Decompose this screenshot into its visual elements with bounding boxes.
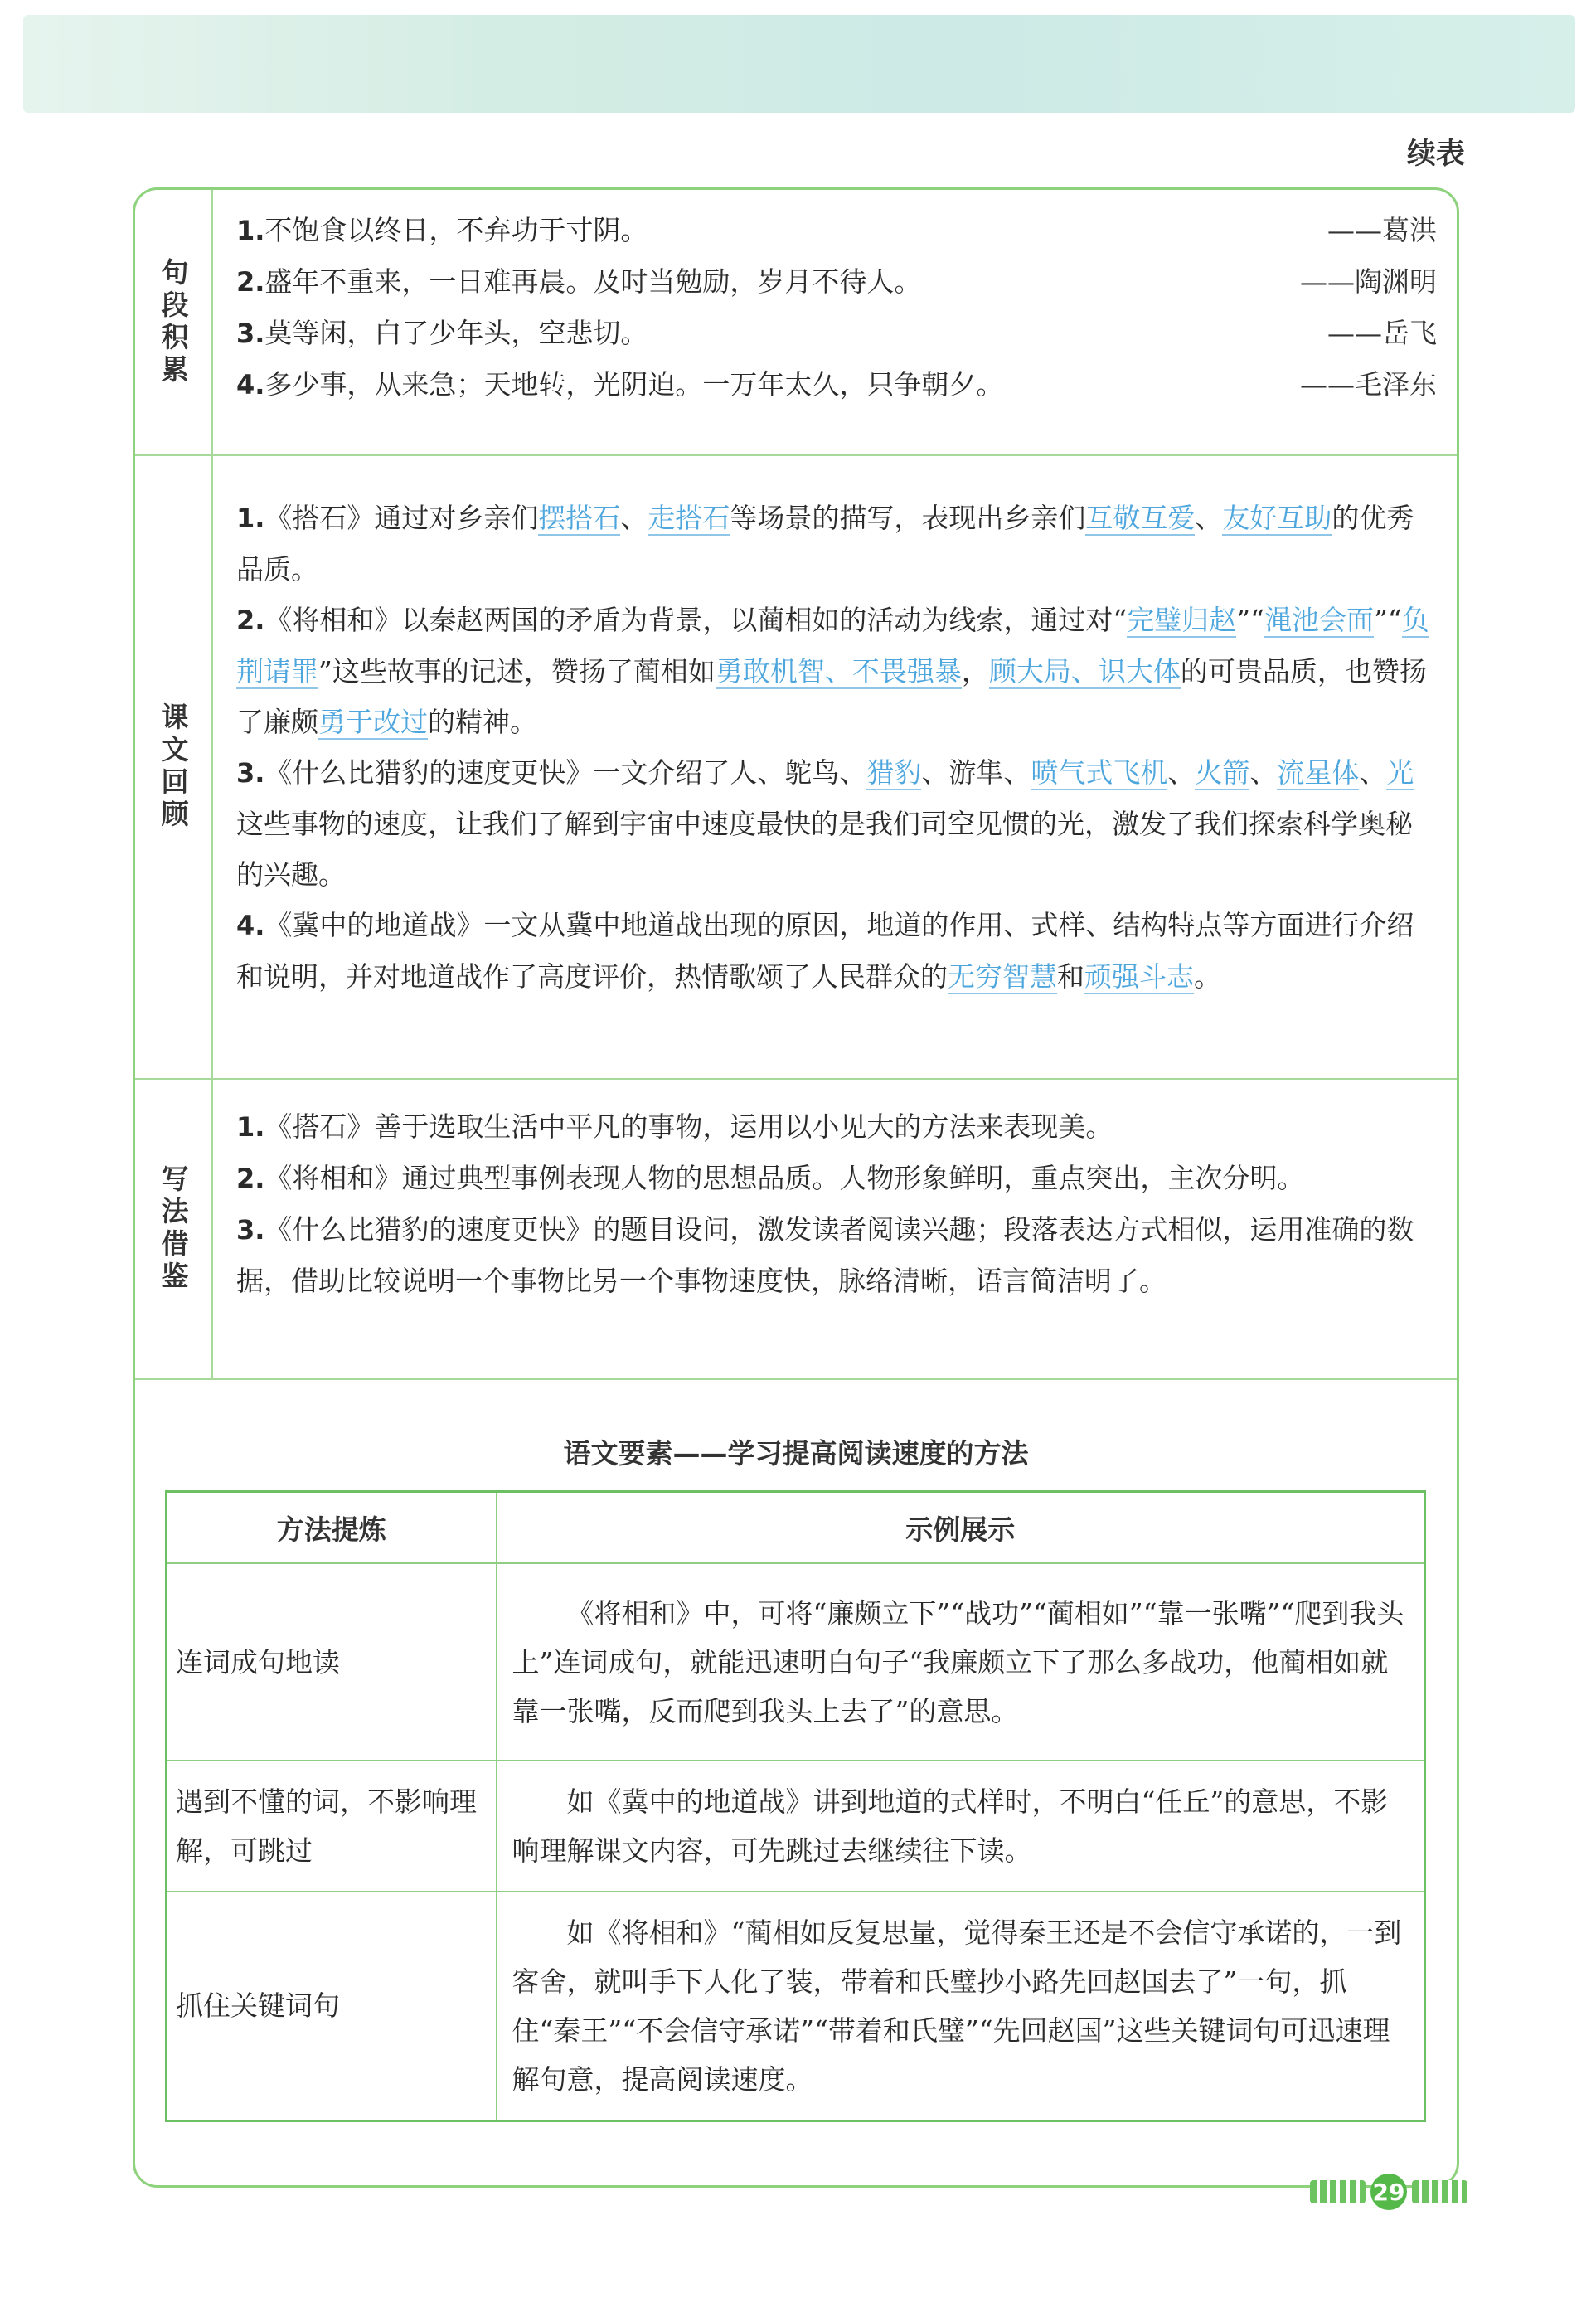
row-label: 句段积累 (135, 190, 213, 454)
review-item: 1.《搭石》通过对乡亲们摆搭石、走搭石等场景的描写，表现出乡亲们互敬互爱、友好互助的优秀品质。 (236, 502, 1414, 585)
review-item: 2.《将相和》以秦赵两国的矛盾为背景，以蔺相如的活动为线索，通过对“完璧归赵”“渑池会面”“负荆请罪”这些故事的记述，赞扬了蔺相如勇敢机智、不畏强暴，顾大局、识大体的可贵品质，也赞扬了廉颇勇于改过的精神。 (236, 604, 1429, 738)
answer-blank: 光 (1386, 756, 1414, 789)
method-cell: 遇到不懂的词，不影响理解，可跳过 (167, 1761, 497, 1892)
decorative-bar-right (1412, 2180, 1467, 2203)
summary-table (135, 190, 1457, 1380)
column-header: 方法提炼 (167, 1492, 497, 1564)
answer-blank: 顾大局、识大体 (988, 655, 1181, 687)
answer-blank: 走搭石 (648, 502, 730, 534)
table-row (167, 1892, 1425, 2120)
answer-blank: 完璧归赵 (1127, 604, 1237, 636)
table-row (167, 1761, 1425, 1892)
column-header: 示例展示 (497, 1492, 1425, 1564)
answer-blank: 友好互助 (1222, 502, 1332, 534)
row-writing-techniques (135, 1080, 1457, 1380)
quote-text: 多少事，从来急；天地转，光阴迫。一万年太久，只争朝夕。 (264, 368, 1004, 401)
answer-blank: 渑池会面 (1264, 604, 1375, 636)
review-item: 3.《什么比猎豹的速度更快》一文介绍了人、鸵鸟、猎豹、游隼、喷气式飞机、火箭、流星体、光这些事物的速度，让我们了解到宇宙中速度最快的是我们司空见惯的光，激发了我们探索科学奥秘的兴趣。 (236, 756, 1414, 891)
method-cell: 抓住关键词句 (167, 1892, 497, 2120)
row-body (213, 1080, 1457, 1378)
method-cell: 连词成句地读 (167, 1563, 497, 1761)
quote-text: 莫等闲，白了少年头，空悲切。 (264, 317, 648, 349)
quote-author: ——陶渊明 (1300, 265, 1437, 298)
answer-blank: 顽强斗志 (1084, 960, 1194, 993)
answer-blank: 摆搭石 (538, 502, 621, 534)
review-item: 4.《冀中的地道战》一文从冀中地道战出现的原因，地道的作用、式样、结构特点等方面进行介绍和说明，并对地道战作了高度评价，热情歌颂了人民群众的无穷智慧和顽强斗志。 (236, 909, 1414, 993)
quote-line: 4.多少事，从来急；天地转，光阴迫。一万年太久，只争朝夕。 ——毛泽东 (236, 359, 1437, 410)
example-cell: 《将相和》中，可将“廉颇立下”“战功”“蔺相如”“靠一张嘴”“爬到我头上”连词成句，就能迅速明白句子“我廉颇立下了那么多战功，他蔺相如就靠一张嘴，反而爬到我头上去了”的意思。 (497, 1563, 1425, 1761)
answer-blank: 勇于改过 (318, 706, 428, 738)
answer-blank: 喷气式飞机 (1031, 756, 1168, 789)
page-number-badge (1310, 2173, 1467, 2211)
example-cell: 如《冀中的地道战》讲到地道的式样时，不明白“任丘”的意思，不影响理解课文内容，可先跳过去继续往下读。 (497, 1761, 1425, 1892)
quote-text: 不饱食以终日，不弃功于寸阴。 (264, 214, 648, 246)
decorative-bar-left (1310, 2180, 1366, 2203)
quote-text: 盛年不重来，一日难再晨。及时当勉励，岁月不待人。 (264, 265, 922, 298)
quote-line: 1.不饱食以终日，不弃功于寸阴。 ——葛洪 (236, 205, 1437, 256)
quote-author: ——毛泽东 (1300, 368, 1437, 401)
summary-frame (133, 187, 1459, 2188)
quote-line: 3.莫等闲，白了少年头，空悲切。 ——岳飞 (236, 308, 1437, 359)
technique-item: 3.《什么比猎豹的速度更快》的题目设问，激发读者阅读兴趣；段落表达方式相似，运用准确的数据，借助比较说明一个事物比另一个事物速度快，脉络清晰，语言简洁明了。 (236, 1213, 1414, 1297)
table-row (167, 1563, 1425, 1761)
answer-blank: 勇敢机智、不畏强暴 (715, 655, 962, 687)
row-label: 写法借鉴 (135, 1080, 213, 1378)
technique-item: 1.《搭石》善于选取生活中平凡的事物，运用以小见大的方法来表现美。 (236, 1110, 1113, 1143)
table-header-row (167, 1492, 1425, 1564)
section-title: 语文要素——学习提高阅读速度的方法 (563, 1437, 1029, 1469)
row-body (213, 190, 1457, 454)
quote-line: 2.盛年不重来，一日难再晨。及时当勉励，岁月不待人。 ——陶渊明 (236, 256, 1437, 308)
answer-blank: 无穷智慧 (948, 960, 1057, 993)
answer-blank: 流星体 (1277, 756, 1360, 789)
row-body (213, 456, 1457, 1078)
row-sentence-accumulation (135, 190, 1457, 456)
methods-table (165, 1490, 1426, 2122)
quote-author: ——岳飞 (1327, 317, 1437, 349)
row-label: 课文回顾 (135, 456, 213, 1078)
answer-blank: 火箭 (1195, 756, 1250, 789)
quote-author: ——葛洪 (1327, 214, 1437, 246)
answer-blank: 负荆请罪 (236, 604, 1429, 687)
answer-blank: 猎豹 (866, 756, 922, 789)
example-cell: 如《将相和》“蔺相如反复思量，觉得秦王还是不会信守承诺的，一到客舍，就叫手下人化了装，带着和氏璧抄小路先回赵国去了”一句，抓住“秦王”“不会信守承诺”“带着和氏璧”“先回赵国”这些关键词句可迅速理解句意，提高阅读速度。 (497, 1892, 1425, 2120)
page-number: 29 (1370, 2174, 1407, 2210)
row-text-review (135, 456, 1457, 1080)
answer-blank: 互敬互爱 (1085, 502, 1196, 534)
continued-table-label: 续表 (1406, 138, 1465, 171)
header-band (23, 15, 1575, 113)
technique-item: 2.《将相和》通过典型事例表现人物的思想品质。人物形象鲜明，重点突出，主次分明。 (236, 1162, 1305, 1194)
